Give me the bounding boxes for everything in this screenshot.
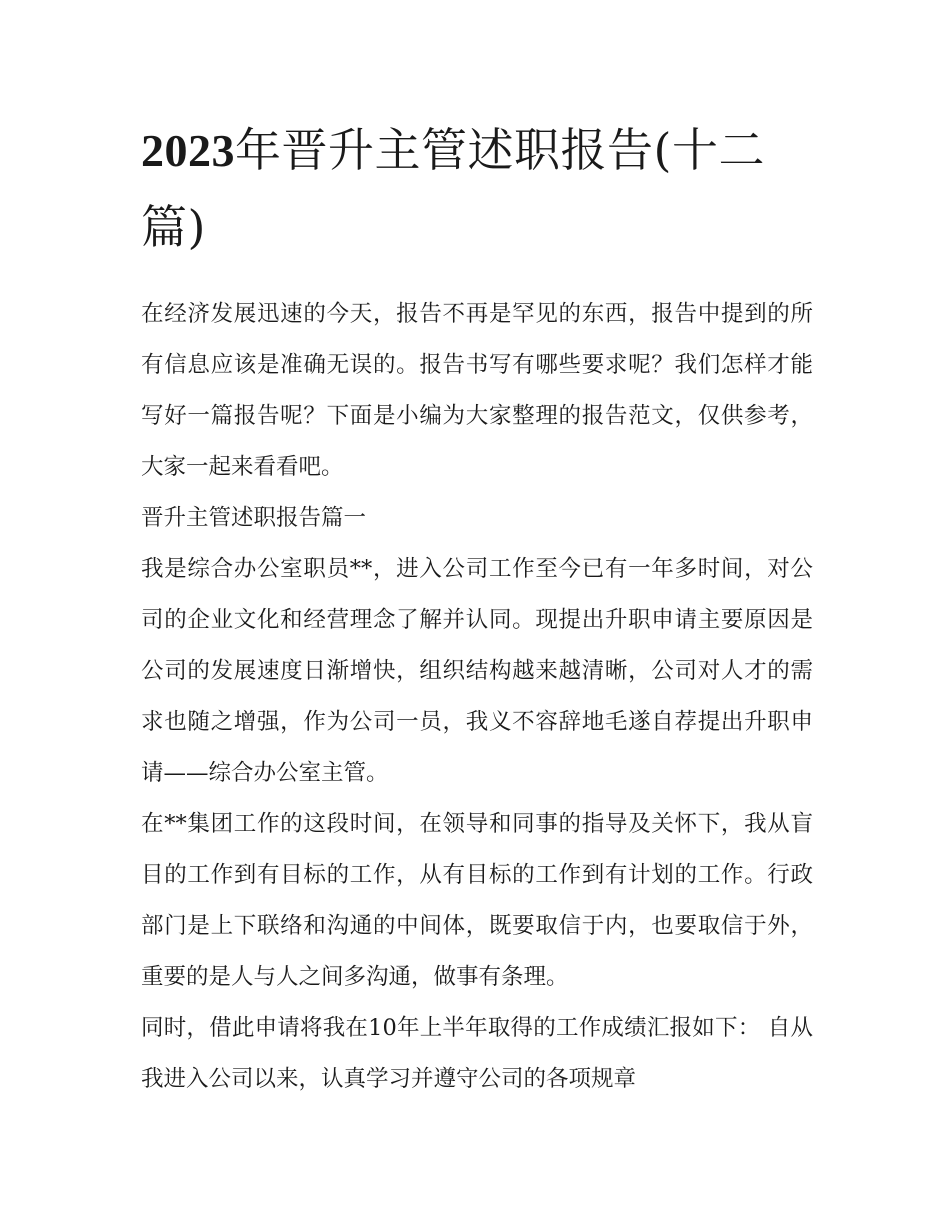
title-year: 2023	[141, 125, 235, 176]
body-paragraph: 同时，借此申请将我在10年上半年取得的工作成绩汇报如下： 自从我进入公司以来，认真学习并遵守公司的各项规章	[141, 1015, 813, 1092]
document-title	[141, 112, 801, 266]
document-content	[141, 112, 813, 1105]
body-paragraph: 我是综合办公室职员**，进入公司工作至今已有一年多时间，对公司的企业文化和经营理念了解并认同。现提出升职申请主要原因是公司的发展速度日渐增快，组织结构越来越清晰，公司对人才的需求也随之增强，作为公司一员，我义不容辞地毛遂自荐提出升职申请——综合办公室主管。	[141, 556, 813, 786]
body-paragraph: 在**集团工作的这段时间，在领导和同事的指导及关怀下，我从盲目的工作到有目标的工作，从有目标的工作到有计划的工作。行政部门是上下联络和沟通的中间体，既要取信于内，也要取信于外，重要的是人与人之间多沟通，做事有条理。	[141, 811, 813, 990]
section-heading: 晋升主管述职报告篇一	[141, 505, 367, 531]
document-body	[141, 289, 813, 1105]
intro-paragraph: 在经济发展迅速的今天，报告不再是罕见的东西，报告中提到的所有信息应该是准确无误的。报告书写有哪些要求呢？我们怎样才能写好一篇报告呢？下面是小编为大家整理的报告范文，仅供参考，大家一起来看看吧。	[141, 301, 813, 480]
title-text: 年晋升主管述职报告(十二篇)	[141, 123, 765, 254]
